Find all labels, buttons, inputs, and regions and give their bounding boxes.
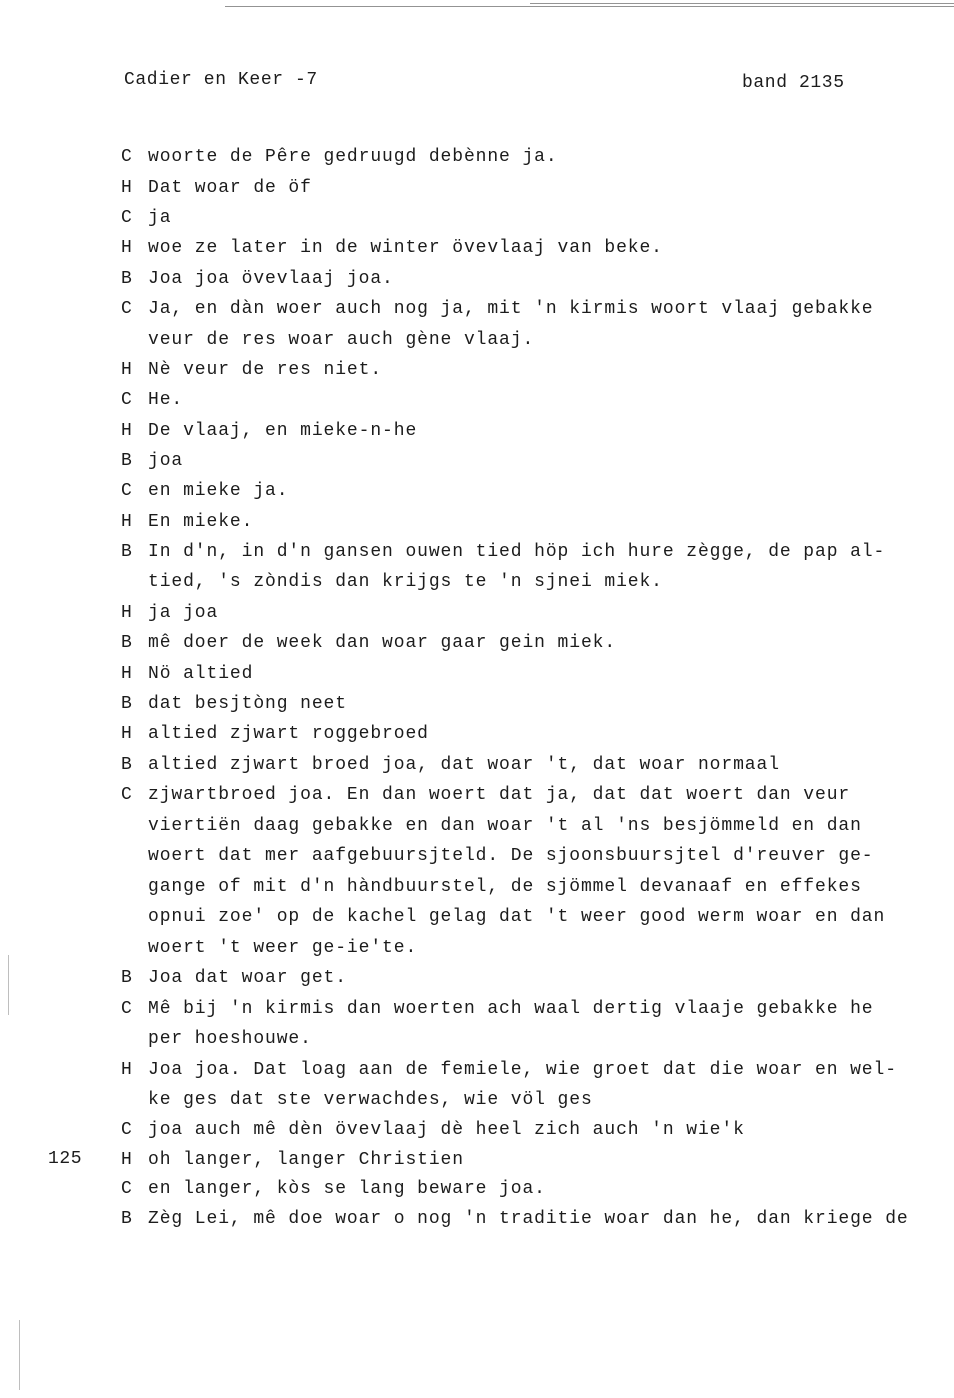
line-text: Dat woar de öf (148, 178, 312, 198)
scan-margin-mark (8, 955, 9, 1015)
speaker-label: B (121, 755, 133, 775)
speaker-label: C (121, 208, 133, 228)
line-text: gange of mit d'n hàndbuurstel, de sjömmel devanaaf en effekes (148, 877, 862, 897)
line-text: Zèg Lei, mê doe woar o nog 'n traditie woar dan he, dan kriege de (148, 1209, 909, 1229)
speaker-label: H (121, 603, 133, 623)
line-text: woe ze later in de winter övevlaaj van beke. (148, 238, 663, 258)
line-text: en langer, kòs se lang beware joa. (148, 1179, 546, 1199)
speaker-label: C (121, 147, 133, 167)
line-text: tied, 's zòndis dan krijgs te 'n sjnei miek. (148, 572, 663, 592)
speaker-label: H (121, 664, 133, 684)
line-text: opnui zoe' op de kachel gelag dat 't weer good werm woar en dan (148, 907, 886, 927)
line-text: oh langer, langer Christien (148, 1150, 464, 1170)
page-header-band: band 2135 (742, 73, 845, 93)
line-text: zjwartbroed joa. En dan woert dat ja, dat dat woert dan veur (148, 785, 851, 805)
line-text: Mê bij 'n kirmis dan woerten ach waal dertig vlaaje gebakke he (148, 999, 874, 1019)
speaker-label: H (121, 238, 133, 258)
line-text: Ja, en dàn woer auch nog ja, mit 'n kirmis woort vlaaj gebakke (148, 299, 874, 319)
line-text: Joa joa övevlaaj joa. (148, 269, 394, 289)
speaker-label: B (121, 968, 133, 988)
speaker-label: C (121, 999, 133, 1019)
page-header-title: Cadier en Keer -7 (124, 70, 318, 90)
speaker-label: C (121, 299, 133, 319)
speaker-label: H (121, 421, 133, 441)
speaker-label: C (121, 1179, 133, 1199)
line-text: altied zjwart broed joa, dat woar 't, dat woar normaal (148, 755, 780, 775)
speaker-label: B (121, 633, 133, 653)
line-text: Joa joa. Dat loag aan de femiele, wie groet dat die woar en wel- (148, 1060, 897, 1080)
line-text: veur de res woar auch gène vlaaj. (148, 330, 535, 350)
speaker-label: H (121, 1150, 133, 1170)
line-text: mê doer de week dan woar gaar gein miek. (148, 633, 617, 653)
speaker-label: C (121, 481, 133, 501)
line-text: woert 't weer ge-ie'te. (148, 938, 418, 958)
speaker-label: B (121, 694, 133, 714)
speaker-label: H (121, 178, 133, 198)
line-text: Nè veur de res niet. (148, 360, 383, 380)
line-text: joa auch mê dèn övevlaaj dè heel zich auch 'n wie'k (148, 1120, 745, 1140)
line-text: en mieke ja. (148, 481, 289, 501)
scan-top-rule (225, 6, 954, 7)
speaker-label: H (121, 360, 133, 380)
line-text: ke ges dat ste verwachdes, wie völ ges (148, 1090, 593, 1110)
scan-margin-mark (19, 1320, 20, 1390)
line-text: He. (148, 390, 184, 410)
line-text: ja joa (148, 603, 219, 623)
line-text: Nö altied (148, 664, 254, 684)
margin-line-number: 125 (48, 1149, 83, 1169)
speaker-label: B (121, 269, 133, 289)
speaker-label: C (121, 1120, 133, 1140)
speaker-label: C (121, 390, 133, 410)
speaker-label: B (121, 1209, 133, 1229)
speaker-label: H (121, 724, 133, 744)
speaker-label: B (121, 451, 133, 471)
line-text: ja (148, 208, 172, 228)
speaker-label: C (121, 785, 133, 805)
speaker-label: H (121, 1060, 133, 1080)
speaker-label: B (121, 542, 133, 562)
line-text: En mieke. (148, 512, 254, 532)
line-text: woorte de Pêre gedruugd debènne ja. (148, 147, 558, 167)
line-text: In d'n, in d'n gansen ouwen tied höp ich hure zègge, de pap al- (148, 542, 886, 562)
speaker-label: H (121, 512, 133, 532)
line-text: viertiën daag gebakke en dan woar 't al 'ns besjömmeld en dan (148, 816, 862, 836)
line-text: altied zjwart roggebroed (148, 724, 429, 744)
line-text: Joa dat woar get. (148, 968, 347, 988)
scan-top-rule-2 (530, 3, 954, 4)
line-text: joa (148, 451, 184, 471)
line-text: De vlaaj, en mieke-n-he (148, 421, 418, 441)
line-text: per hoeshouwe. (148, 1029, 312, 1049)
line-text: woert dat mer aafgebuursjteld. De sjoonsbuursjtel d'reuver ge- (148, 846, 874, 866)
line-text: dat besjtòng neet (148, 694, 347, 714)
